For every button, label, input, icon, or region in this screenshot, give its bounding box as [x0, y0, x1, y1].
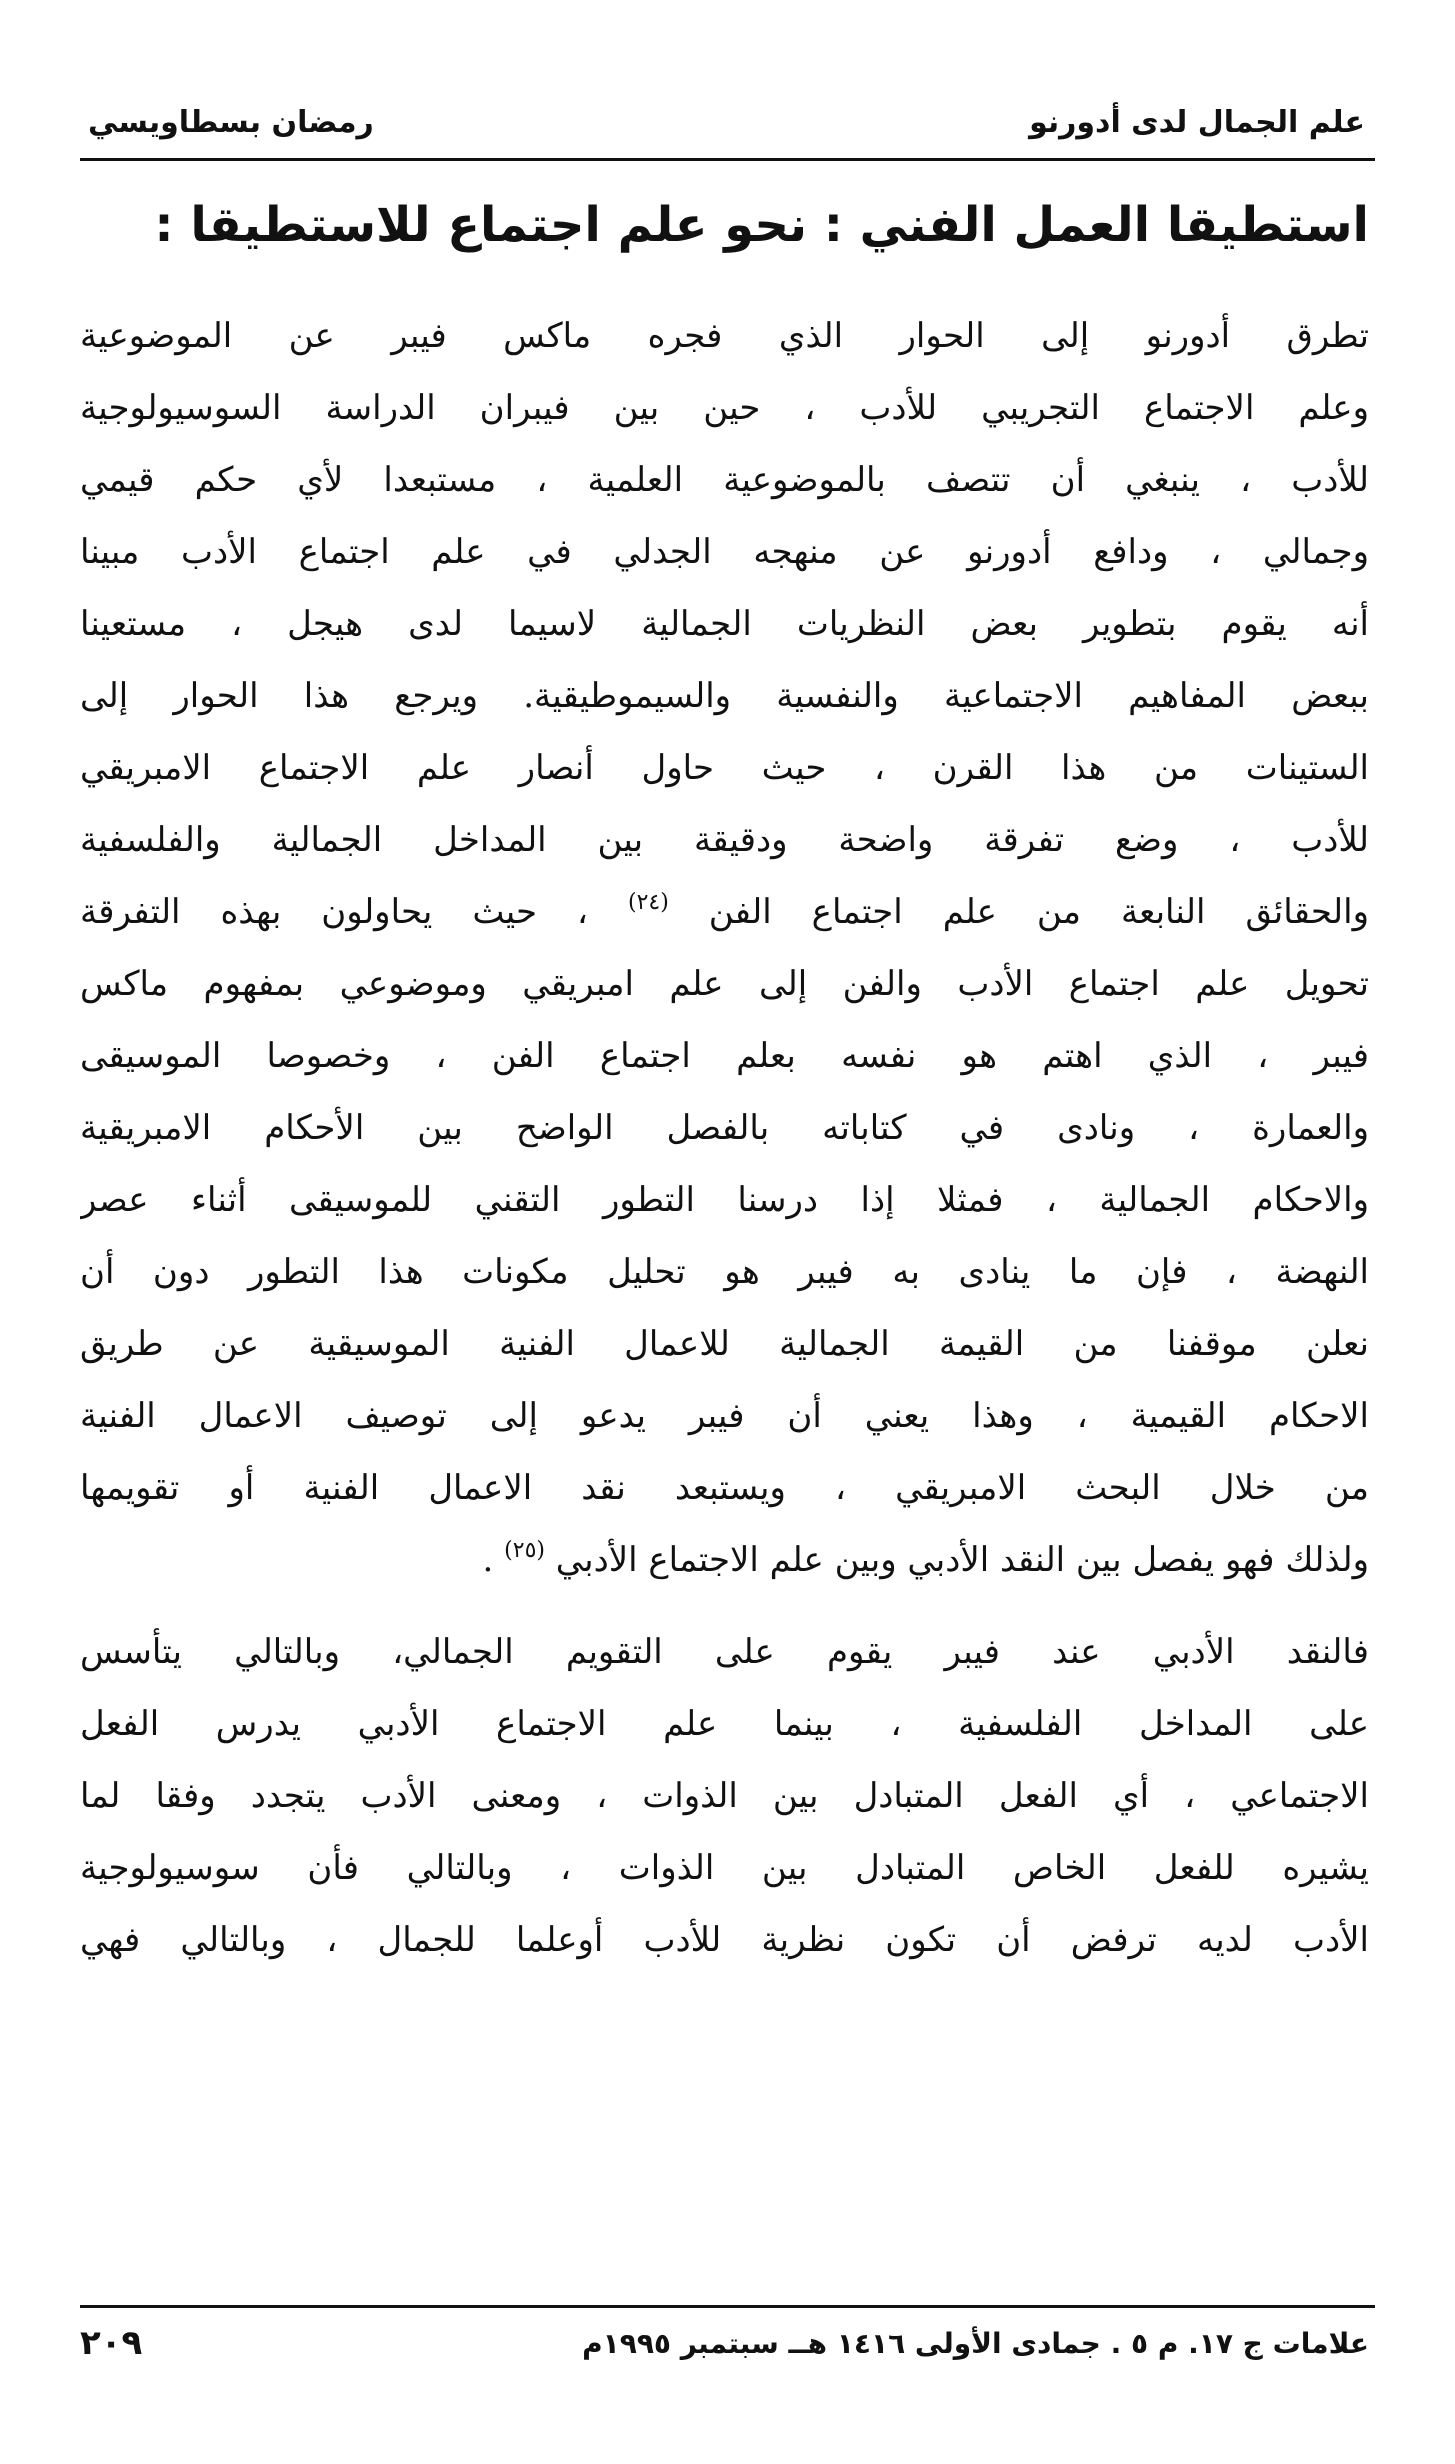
text-line: الاجتماعي ، أي الفعل المتبادل بين الذوات ، ومعنى الأدب يتجدد وفقا لما: [80, 1776, 1369, 1816]
section-title: استطيقا العمل الفني : نحو علم اجتماع للاستطيقا :: [154, 197, 1369, 253]
text-line-with-footnote: [80, 876, 1369, 948]
text-line: والاحكام الجمالية ، فمثلا إذا درسنا التطور التقني للموسيقى أثناء عصر: [80, 1180, 1369, 1220]
text-line: يشيره للفعل الخاص المتبادل بين الذوات ، وبالتالي فأن سوسيولوجية: [80, 1848, 1369, 1888]
text-line: نعلن موقفنا من القيمة الجمالية للاعمال الفنية الموسيقية عن طريق: [80, 1324, 1369, 1364]
footnote-ref-24[interactable]: (٢٤): [627, 890, 669, 915]
body-text: [80, 300, 1369, 1976]
text-line: للأدب ، وضع تفرقة واضحة ودقيقة بين المداخل الجمالية والفلسفية: [80, 820, 1369, 860]
text-line: وجمالي ، ودافع أدورنو عن منهجه الجدلي في علم اجتماع الأدب مبينا: [80, 532, 1369, 572]
paragraph-gap: [80, 1596, 1369, 1616]
text-line: للأدب ، ينبغي أن تتصف بالموضوعية العلمية ، مستبعدا لأي حكم قيمي: [80, 460, 1369, 500]
text-line: الستينات من هذا القرن ، حيث حاول أنصار علم الاجتماع الامبريقي: [80, 748, 1369, 788]
text-line: ببعض المفاهيم الاجتماعية والنفسية والسيموطيقية. ويرجع هذا الحوار إلى: [80, 676, 1369, 716]
text-line: النهضة ، فإن ما ينادى به فيبر هو تحليل مكونات هذا التطور دون أن: [80, 1252, 1369, 1292]
text-line: والعمارة ، ونادى في كتاباته بالفصل الواضح بين الأحكام الامبريقية: [80, 1108, 1369, 1148]
line-text: ولذلك فهو يفصل بين النقد الأدبي وبين علم الاجتماع الأدبي: [545, 1540, 1369, 1580]
text-line: فالنقد الأدبي عند فيبر يقوم على التقويم الجمالي، وبالتالي يتأسس: [80, 1632, 1369, 1672]
text-line: الأدب لديه ترفض أن تكون نظرية للأدب أوعلما للجمال ، وبالتالي فهي: [80, 1920, 1369, 1960]
header-author-name: رمضان بسطاويسي: [88, 104, 374, 140]
running-header: [88, 92, 1365, 152]
page-footer: [80, 2318, 1369, 2368]
line-text: والحقائق النابعة من علم اجتماع الفن: [668, 892, 1369, 932]
paragraph-2: [80, 1616, 1369, 1976]
text-line: تطرق أدورنو إلى الحوار الذي فجره ماكس فيبر عن الموضوعية: [80, 316, 1369, 356]
line-text: ، حيث يحاولون بهذه التفرقة: [80, 892, 588, 932]
text-line: تحويل علم اجتماع الأدب والفن إلى علم امبريقي وموضوعي بمفهوم ماكس: [80, 964, 1369, 1004]
text-line: أنه يقوم بتطوير بعض النظريات الجمالية لاسيما لدى هيجل ، مستعينا: [80, 604, 1369, 644]
header-book-title: علم الجمال لدى أدورنو: [1029, 104, 1365, 140]
journal-citation: علامات ج ١٧. م ٥ . جمادى الأولى ١٤١٦ هــ سبتمبر ١٩٩٥م: [582, 2326, 1369, 2360]
page-number: ٢٠٩: [80, 2323, 143, 2363]
text-line: على المداخل الفلسفية ، بينما علم الاجتماع الأدبي يدرس الفعل: [80, 1704, 1369, 1744]
footer-rule: [80, 2305, 1375, 2308]
text-line: الاحكام القيمية ، وهذا يعني أن فيبر يدعو إلى توصيف الاعمال الفنية: [80, 1396, 1369, 1436]
text-line: وعلم الاجتماع التجريبي للأدب ، حين بين فيبران الدراسة السوسيولوجية: [80, 388, 1369, 428]
line-text: .: [482, 1540, 505, 1580]
text-line: فيبر ، الذي اهتم هو نفسه بعلم اجتماع الفن ، وخصوصا الموسيقى: [80, 1036, 1369, 1076]
paragraph-1: [80, 300, 1369, 1596]
footnote-ref-25[interactable]: (٢٥): [504, 1538, 545, 1563]
text-line-with-footnote: [80, 1524, 1369, 1596]
text-line: من خلال البحث الامبريقي ، ويستبعد نقد الاعمال الفنية أو تقويمها: [80, 1468, 1369, 1508]
header-rule: [80, 158, 1375, 161]
